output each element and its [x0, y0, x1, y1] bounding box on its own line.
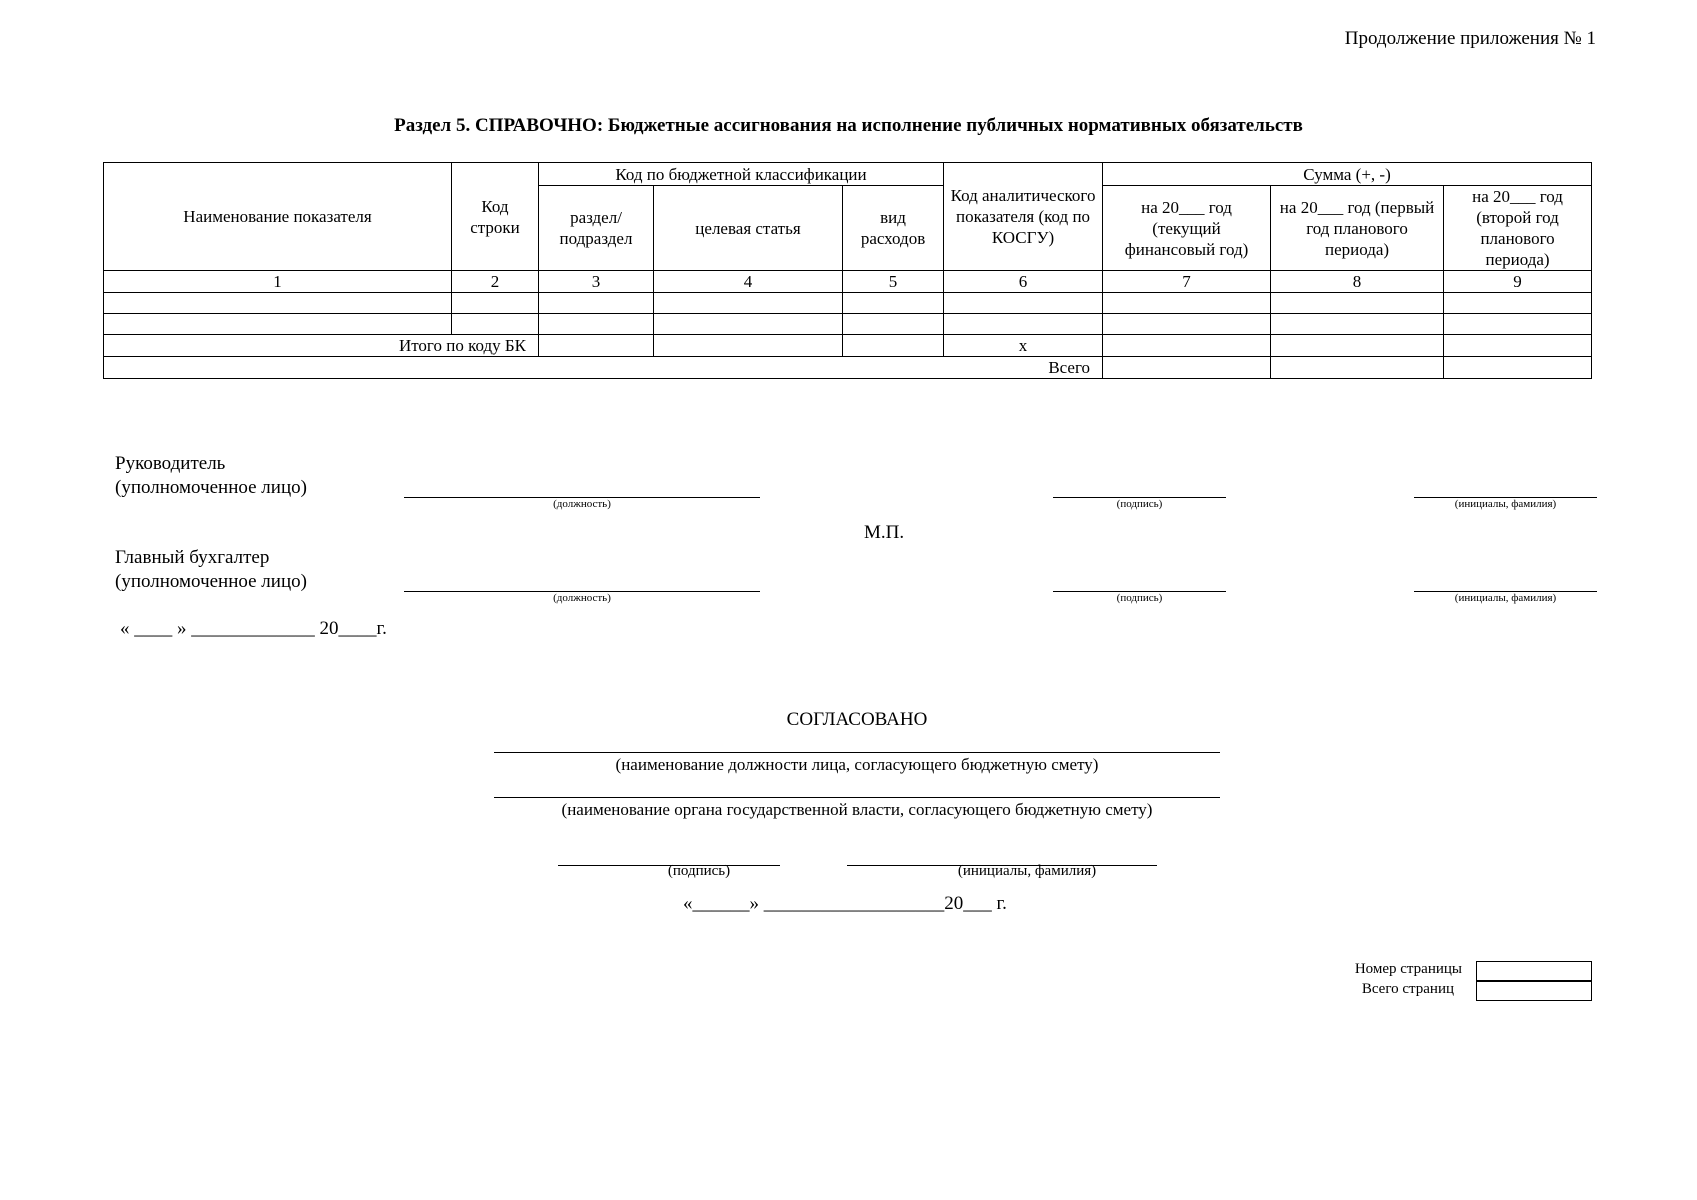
obligations-table [103, 162, 1592, 379]
table-cell[interactable] [843, 335, 944, 357]
accountant-signature-caption: (подпись) [1116, 592, 1163, 604]
total-by-bk-label: Итого по коду БК [104, 335, 539, 357]
table-cell[interactable] [843, 314, 944, 335]
column-number: 4 [654, 271, 843, 293]
accountant-label-line2: (уполномоченное лицо) [115, 571, 307, 592]
table-cell[interactable] [452, 293, 539, 314]
header-year-current: на 20___ год (текущий финансовый год) [1103, 186, 1271, 271]
column-number: 6 [944, 271, 1103, 293]
total-by-bk-row [104, 335, 1592, 357]
table-cell[interactable] [1103, 335, 1271, 357]
column-number: 7 [1103, 271, 1271, 293]
header-analytic-code: Код аналитического показателя (код по КОСГУ) [944, 163, 1103, 271]
accountant-label-line1: Главный бухгалтер [115, 547, 270, 568]
grand-total-row [104, 357, 1592, 379]
header-budget-classification: Код по бюджетной классификации [539, 163, 944, 186]
table-cell[interactable] [104, 314, 452, 335]
table-row [104, 293, 1592, 314]
header-year-second-plan: на 20___ год (второй год планового периода) [1444, 186, 1592, 271]
head-label [115, 452, 307, 500]
accountant-label [115, 546, 307, 594]
column-numbers-row [104, 271, 1592, 293]
table-cell[interactable] [1444, 293, 1592, 314]
approval-position-line[interactable] [494, 752, 1220, 753]
approval-date[interactable]: «______» ___________________20___ г. [683, 893, 1007, 914]
column-number: 2 [452, 271, 539, 293]
appendix-note: Продолжение приложения № 1 [1344, 28, 1596, 49]
section-title: Раздел 5. СПРАВОЧНО: Бюджетные ассигнования на исполнение публичных нормативных обязательств [394, 115, 1303, 136]
table-cell[interactable] [539, 293, 654, 314]
column-number: 8 [1271, 271, 1444, 293]
table-cell[interactable] [1103, 293, 1271, 314]
column-number: 3 [539, 271, 654, 293]
table-cell[interactable] [654, 314, 843, 335]
table-cell[interactable] [539, 335, 654, 357]
table-row [104, 314, 1592, 335]
table-cell[interactable] [539, 314, 654, 335]
header-sum: Сумма (+, -) [1103, 163, 1592, 186]
total-pages-label: Всего страниц [1361, 981, 1454, 997]
table-cell[interactable] [1444, 314, 1592, 335]
head-label-line1: Руководитель [115, 453, 226, 474]
head-signature-caption: (подпись) [1116, 498, 1163, 510]
header-expense-type: вид расходов [843, 186, 944, 271]
page-number-box[interactable] [1476, 961, 1592, 982]
header-row-code: Код строки [452, 163, 539, 271]
approval-organ-line[interactable] [494, 797, 1220, 798]
head-label-line2: (уполномоченное лицо) [115, 477, 307, 498]
table-cell[interactable] [944, 314, 1103, 335]
approval-signature-caption: (подпись) [667, 863, 731, 879]
header-target-item: целевая статья [654, 186, 843, 271]
approval-initials-caption: (инициалы, фамилия) [957, 863, 1097, 879]
column-number: 1 [104, 271, 452, 293]
table-cell[interactable] [843, 293, 944, 314]
approval-organ-caption: (наименование органа государственной власти, согласующего бюджетную смету) [561, 800, 1153, 819]
header-section: раздел/ подраздел [539, 186, 654, 271]
table-cell[interactable] [452, 314, 539, 335]
table-cell[interactable] [944, 293, 1103, 314]
signature-date[interactable]: « ____ » _____________ 20____г. [120, 618, 387, 639]
approval-title: СОГЛАСОВАНО [786, 709, 928, 730]
table-cell[interactable] [1271, 357, 1444, 379]
header-indicator-name: Наименование показателя [104, 163, 452, 271]
table-cell[interactable] [1444, 335, 1592, 357]
table-cell[interactable] [1103, 314, 1271, 335]
table-cell[interactable] [1271, 314, 1444, 335]
table-cell[interactable] [1444, 357, 1592, 379]
accountant-initials-caption: (инициалы, фамилия) [1454, 592, 1557, 604]
table-cell[interactable] [1271, 293, 1444, 314]
approval-position-caption: (наименование должности лица, согласующего бюджетную смету) [615, 755, 1099, 774]
head-position-caption: (должность) [553, 498, 611, 510]
stamp-mark: М.П. [864, 522, 905, 543]
page-number-label: Номер страницы [1354, 961, 1462, 977]
total-by-bk-mark: x [944, 335, 1103, 357]
head-initials-caption: (инициалы, фамилия) [1454, 498, 1557, 510]
table-cell[interactable] [1271, 335, 1444, 357]
grand-total-label: Всего [104, 357, 1103, 379]
header-year-first-plan: на 20___ год (первый год планового периода) [1271, 186, 1444, 271]
total-pages-box[interactable] [1476, 980, 1592, 1001]
column-number: 5 [843, 271, 944, 293]
table-cell[interactable] [654, 293, 843, 314]
table-cell[interactable] [654, 335, 843, 357]
column-number: 9 [1444, 271, 1592, 293]
table-cell[interactable] [104, 293, 452, 314]
table-cell[interactable] [1103, 357, 1271, 379]
accountant-position-caption: (должность) [553, 592, 611, 604]
